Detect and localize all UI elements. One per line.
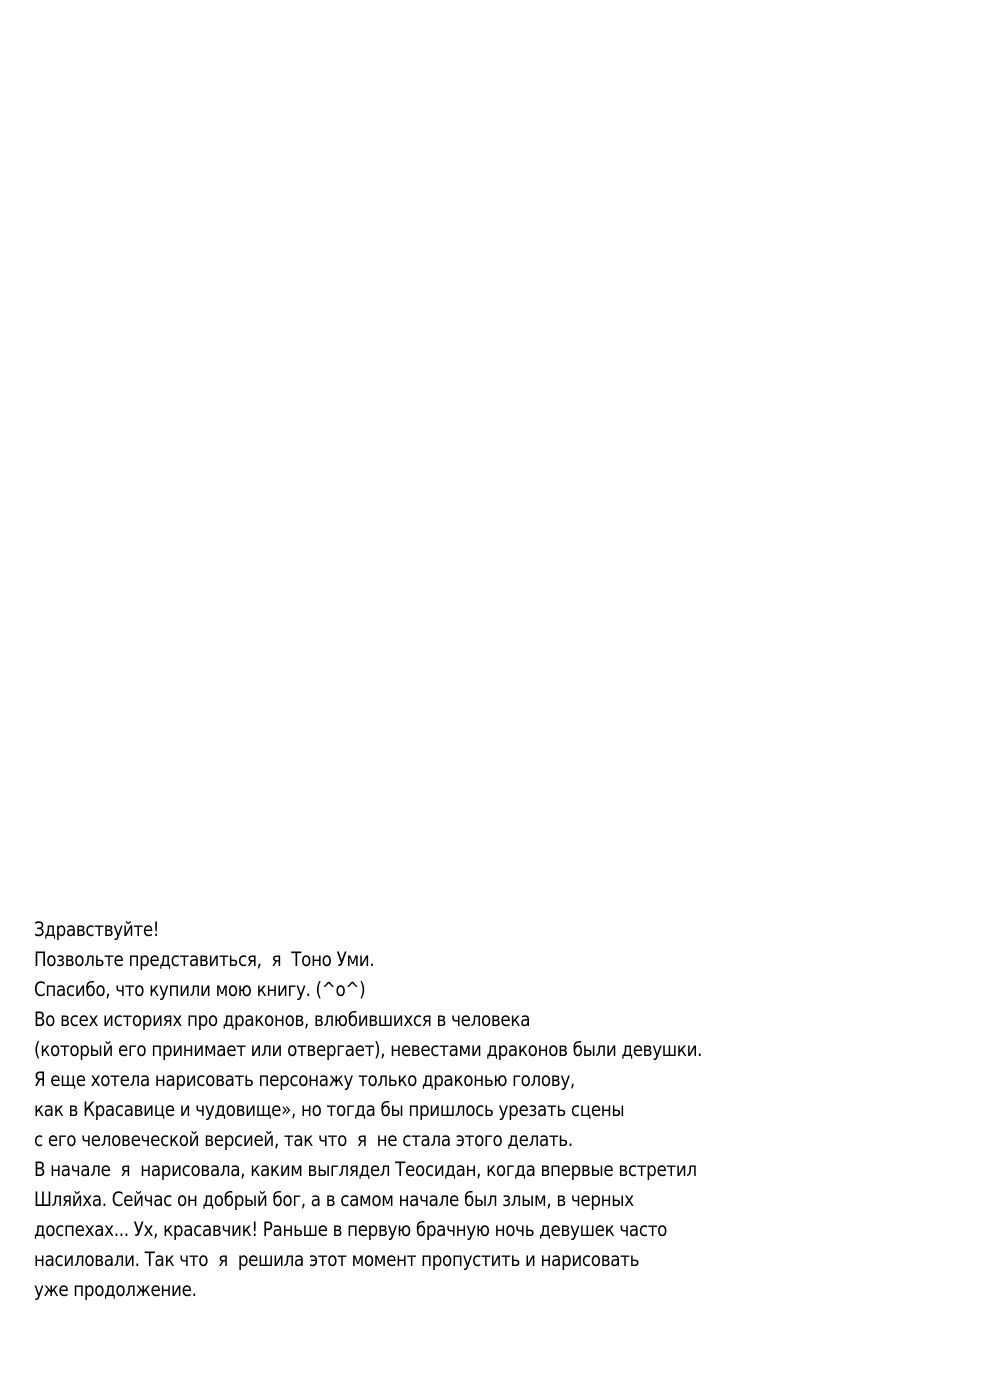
text-line: Я еще хотела нарисовать персонажу только драконью голову, — [34, 1068, 575, 1091]
text-line: Спасибо, что купили мою книгу. (^o^) — [34, 978, 366, 1001]
text-line: насиловали. Так что я решила этот момент пропустить и нарисовать — [34, 1248, 640, 1271]
text-line: с его человеческой версией, так что я не стала этого делать. — [34, 1128, 573, 1151]
text-line: Шляйха. Сейчас он добрый бог, а в самом начале был злым, в черных — [34, 1188, 634, 1211]
text-line: уже продолжение. — [34, 1278, 197, 1301]
text-line: Здравствуйте! — [34, 918, 160, 941]
text-line: Позвольте представиться, я Тоно Уми. — [34, 948, 375, 971]
text-line: В начале я нарисовала, каким выглядел Теосидан, когда впервые встретил — [34, 1158, 697, 1181]
text-line: (который его принимает или отвергает), невестами драконов были девушки. — [34, 1038, 703, 1061]
text-line: Во всех историях про драконов, влюбившихся в человека — [34, 1008, 531, 1031]
text-line: доспехах... Ух, красавчик! Раньше в первую брачную ночь девушек часто — [34, 1218, 668, 1241]
afterword-text-block — [34, 915, 964, 1305]
text-line: как в Красавице и чудовище», но тогда бы пришлось урезать сцены — [34, 1098, 625, 1121]
